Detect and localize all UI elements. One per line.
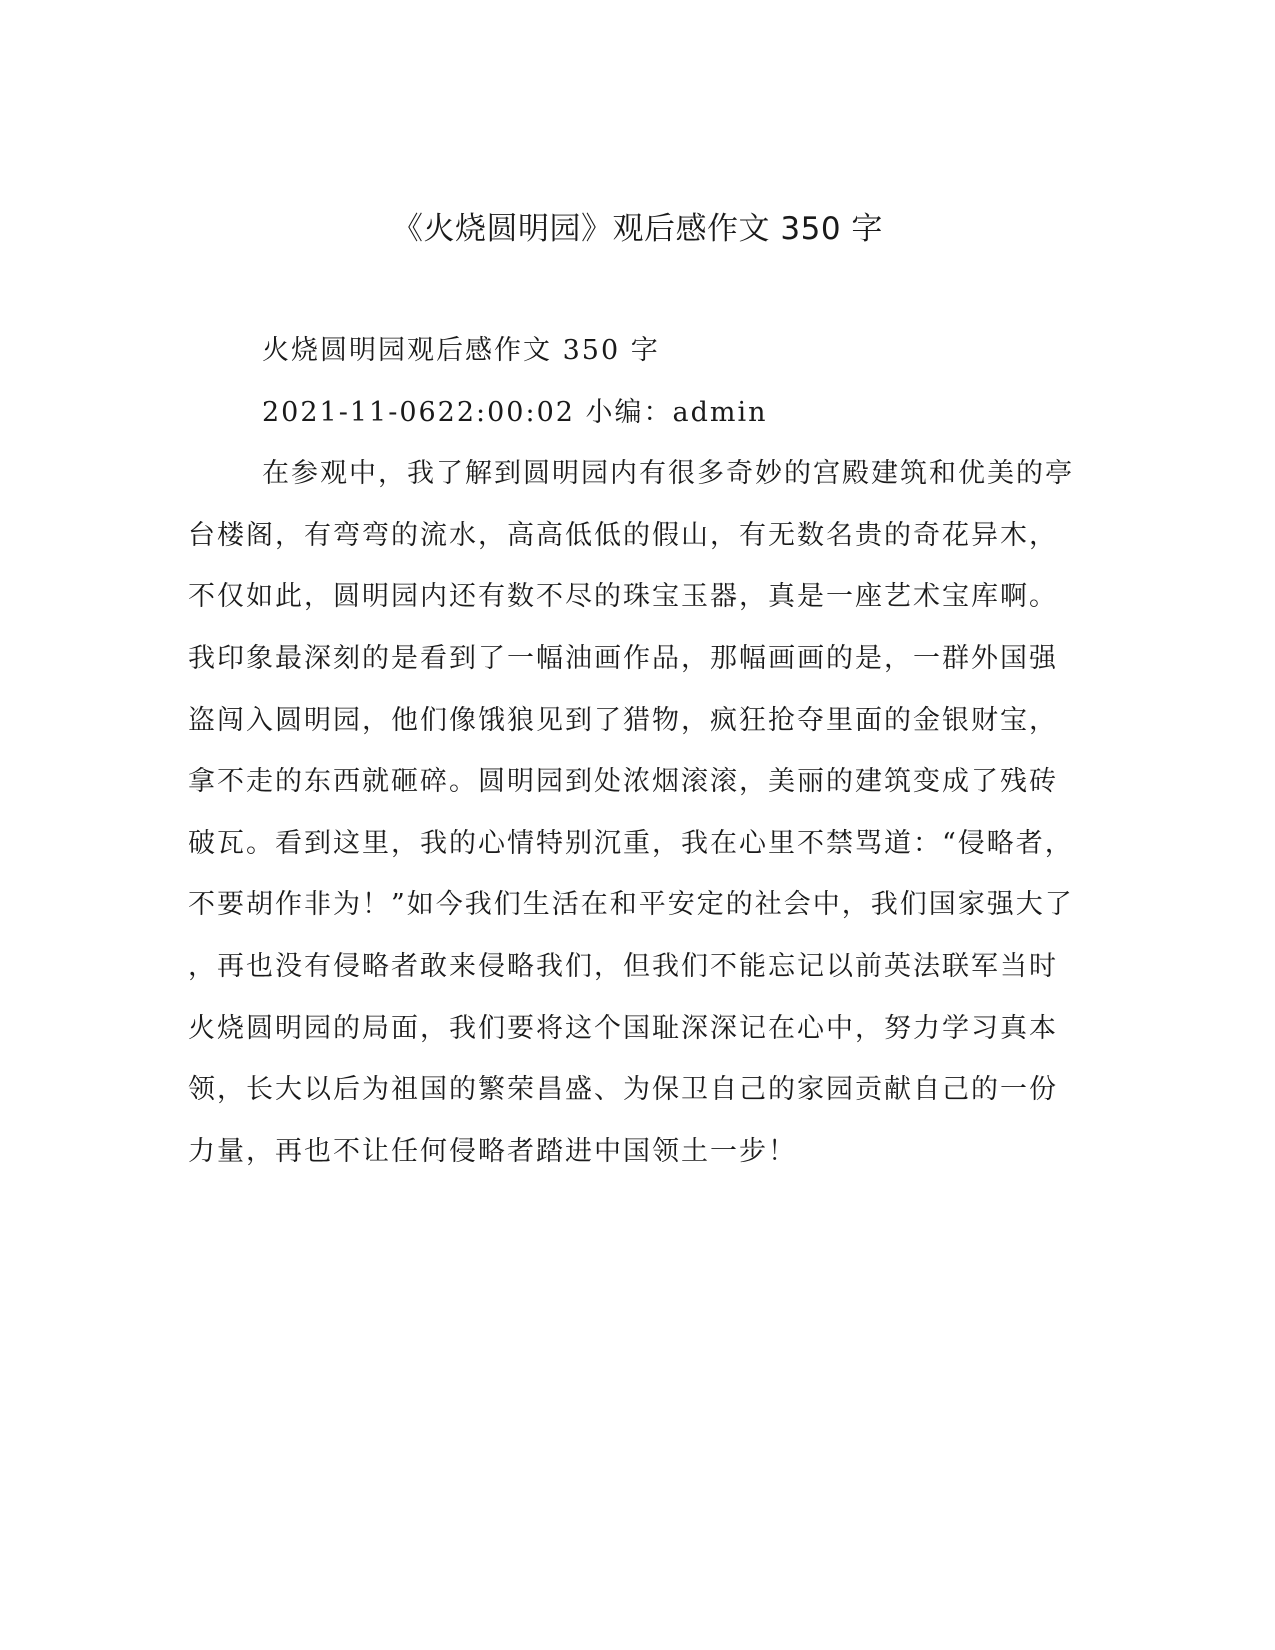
- meta-line: 2021-11-0622:00:02 小编：admin: [262, 396, 768, 428]
- paragraph-line: 我印象最深刻的是看到了一幅油画作品，那幅画画的是，一群外国强: [188, 642, 1058, 674]
- paragraph-line: ，再也没有侵略者敢来侵略我们，但我们不能忘记以前英法联军当时: [188, 950, 1058, 982]
- paragraph-line: 破瓦。看到这里，我的心情特别沉重，我在心里不禁骂道：“侵略者，: [188, 827, 1074, 859]
- paragraph-line: 拿不走的东西就砸碎。圆明园到处浓烟滚滚，美丽的建筑变成了残砖: [188, 766, 1058, 798]
- document-title: 《火烧圆明园》观后感作文 350 字: [392, 211, 883, 247]
- paragraph-line: 盗闯入圆明园，他们像饿狼见到了猎物，疯狂抢夺里面的金银财宝，: [188, 704, 1058, 736]
- paragraph-line: 力量，再也不让任何侵略者踏进中国领土一步！: [188, 1135, 797, 1167]
- paragraph-line: 不仅如此，圆明园内还有数不尽的珠宝玉器，真是一座艺术宝库啊。: [188, 581, 1058, 613]
- subtitle-line: 火烧圆明园观后感作文 350 字: [262, 335, 660, 366]
- paragraph-line: 在参观中，我了解到圆明园内有很多奇妙的宫殿建筑和优美的亭: [262, 458, 1074, 490]
- document-body: [188, 320, 1088, 1182]
- paragraph-line: 火烧圆明园的局面，我们要将这个国耻深深记在心中，努力学习真本: [188, 1012, 1058, 1044]
- paragraph-line: 领，长大以后为祖国的繁荣昌盛、为保卫自己的家园贡献自己的一份: [188, 1074, 1058, 1106]
- paragraph-line: 不要胡作非为！”如今我们生活在和平安定的社会中，我们国家强大了: [188, 889, 1074, 921]
- paragraph-line: 台楼阁，有弯弯的流水，高高低低的假山，有无数名贵的奇花异木，: [188, 519, 1058, 551]
